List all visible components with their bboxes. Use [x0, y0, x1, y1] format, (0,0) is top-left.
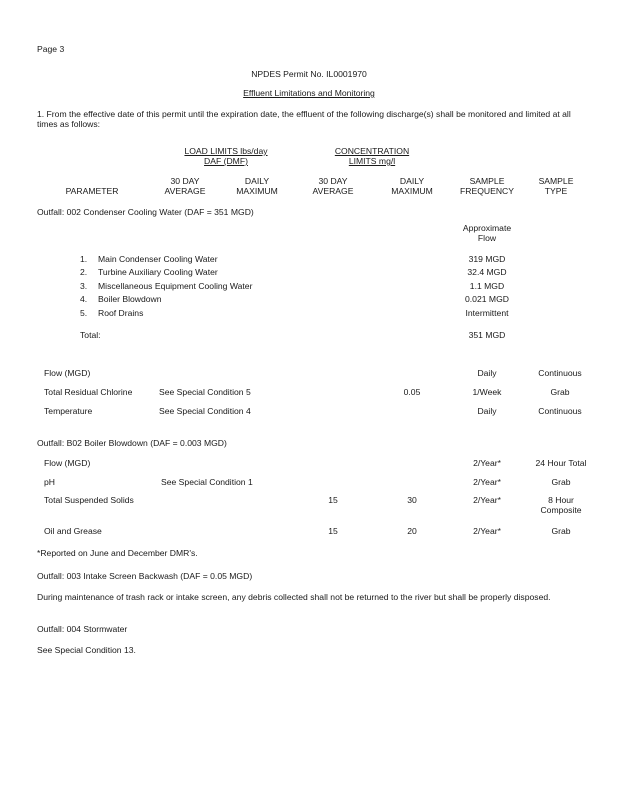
sample-type: Continuous: [538, 406, 582, 416]
param-name: pH: [44, 477, 55, 487]
param-name: Flow (MGD): [44, 368, 91, 378]
conc-daily-max: 0.05: [403, 387, 421, 397]
conc-30day-header: 30 DAY AVERAGE: [312, 176, 354, 196]
sample-frequency-header: SAMPLE FREQUENCY: [460, 176, 514, 196]
param-name: Total Suspended Solids: [44, 495, 134, 505]
sample-type: Grab: [550, 387, 570, 397]
sample-type: Grab: [551, 477, 571, 487]
concentration-subheader: LIMITS mg/l: [348, 156, 396, 166]
load-daily-header: DAILY MAXIMUM: [236, 176, 278, 196]
param-note: See Special Condition 1: [161, 477, 253, 487]
source-flow: 0.021 MGD: [465, 294, 509, 304]
param-name: Temperature: [44, 406, 93, 416]
sample-frequency: Daily: [477, 406, 497, 416]
conc-30day-avg: 15: [328, 495, 338, 505]
sample-frequency: 2/Year*: [473, 477, 501, 487]
param-name: Oil and Grease: [44, 526, 102, 536]
outfall-003-text: During maintenance of trash rack or intake screen, any debris collected shall not be returned to the river but shall be properly disposed.: [37, 592, 551, 602]
param-note: See Special Condition 4: [159, 406, 251, 416]
load-limits-subheader: DAF (DMF): [204, 156, 248, 166]
source-flow: 32.4 MGD: [467, 267, 507, 277]
conc-daily-header: DAILY MAXIMUM: [391, 176, 433, 196]
sample-frequency: 2/Year*: [473, 495, 501, 505]
load-30day-header: 30 DAY AVERAGE: [164, 176, 206, 196]
source-flow: 319 MGD: [468, 254, 506, 264]
sample-frequency: 2/Year*: [473, 458, 501, 468]
source-name: Turbine Auxiliary Cooling Water: [98, 267, 218, 277]
source-number: 5.: [80, 308, 88, 318]
conc-daily-max: 30: [407, 495, 417, 505]
source-number: 4.: [80, 294, 88, 304]
source-name: Roof Drains: [98, 308, 144, 318]
sample-frequency: 2/Year*: [473, 526, 501, 536]
source-name: Main Condenser Cooling Water: [98, 254, 218, 264]
outfall-002-title: Outfall: 002 Condenser Cooling Water (DAF = 351 MGD): [37, 207, 254, 217]
param-name: Flow (MGD): [44, 458, 91, 468]
conc-daily-max: 20: [407, 526, 417, 536]
sample-type: Continuous: [538, 368, 582, 378]
source-name: Miscellaneous Equipment Cooling Water: [98, 281, 253, 291]
intro-paragraph: 1. From the effective date of this permit until the expiration date, the effluent of the following discharge(s) shall be monitored and limited at all times as follows:: [37, 109, 571, 129]
source-number: 1.: [80, 254, 88, 264]
sample-frequency: Daily: [477, 368, 497, 378]
param-name: Total Residual Chlorine: [44, 387, 133, 397]
source-flow: 1.1 MGD: [469, 281, 505, 291]
outfall-004-text: See Special Condition 13.: [37, 645, 136, 655]
outfall-003-title: Outfall: 003 Intake Screen Backwash (DAF = 0.05 MGD): [37, 571, 253, 581]
source-flow: Intermittent: [465, 308, 509, 318]
sample-type: Grab: [551, 526, 571, 536]
outfall-004-title: Outfall: 004 Stormwater: [37, 624, 128, 634]
sample-type: 24 Hour Total: [535, 458, 587, 468]
reporting-footnote: *Reported on June and December DMR's.: [37, 548, 198, 558]
source-number: 2.: [80, 267, 88, 277]
approximate-flow-header: Approximate Flow: [462, 223, 512, 243]
total-label: Total:: [80, 330, 101, 340]
source-number: 3.: [80, 281, 88, 291]
sample-type-header: SAMPLE TYPE: [538, 176, 574, 196]
conc-30day-avg: 15: [328, 526, 338, 536]
sample-type: 8 Hour Composite: [540, 495, 582, 515]
load-limits-header: LOAD LIMITS lbs/day: [184, 146, 268, 156]
total-flow: 351 MGD: [468, 330, 506, 340]
sample-frequency: 1/Week: [472, 387, 502, 397]
permit-title: NPDES Permit No. IL0001970: [251, 69, 367, 79]
concentration-header: CONCENTRATION: [334, 146, 410, 156]
param-note: See Special Condition 5: [159, 387, 251, 397]
parameter-header: PARAMETER: [65, 186, 119, 196]
page-number: Page 3: [37, 44, 65, 54]
source-name: Boiler Blowdown: [98, 294, 162, 304]
outfall-b02-title: Outfall: B02 Boiler Blowdown (DAF = 0.003 MGD): [37, 438, 227, 448]
section-subtitle: Effluent Limitations and Monitoring: [243, 88, 375, 98]
